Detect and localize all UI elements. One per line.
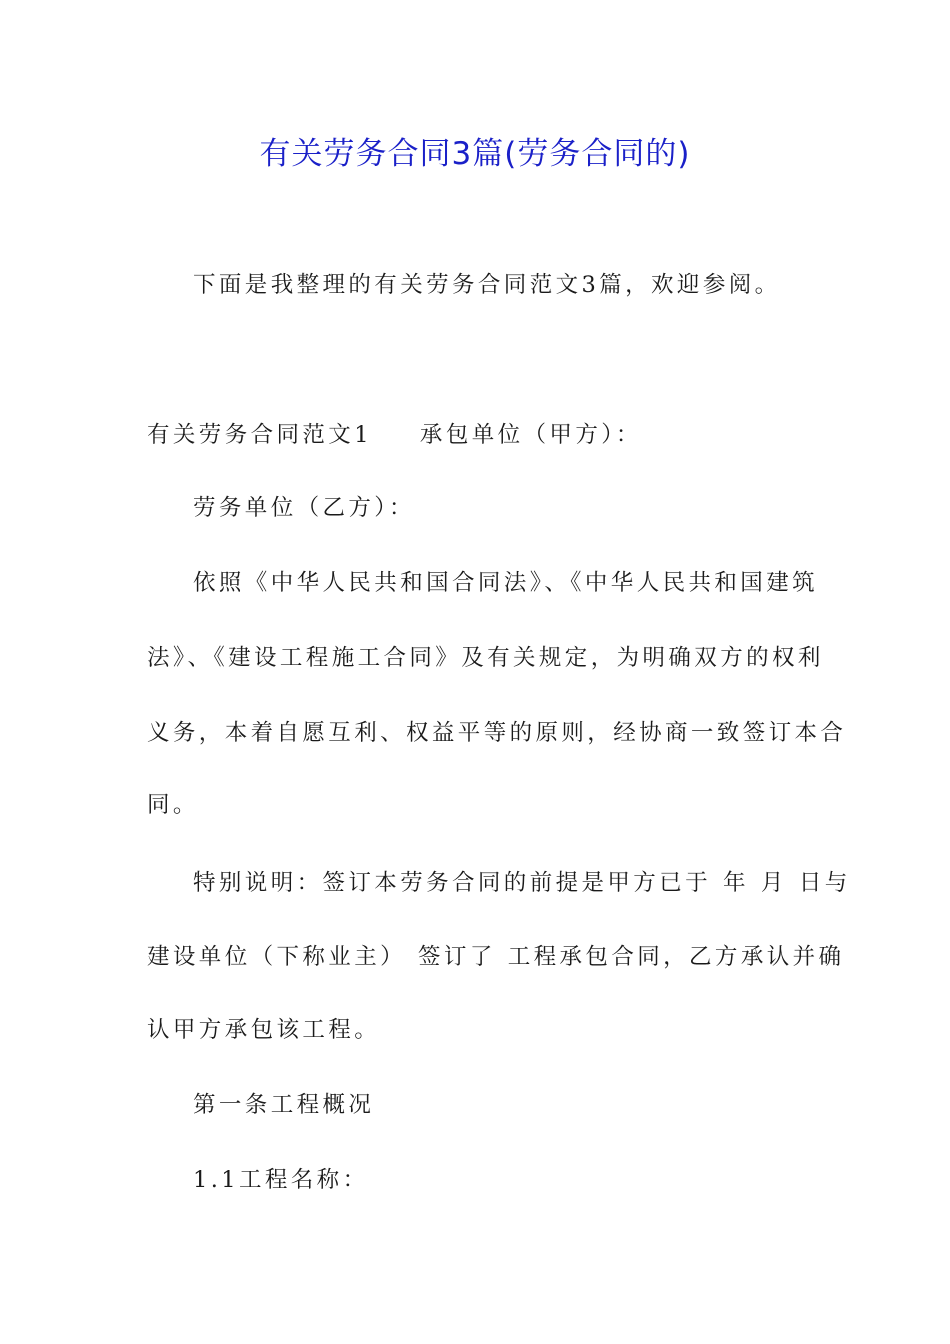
date-year: 年 bbox=[723, 870, 749, 896]
party-a-label: 承包单位（甲方）： bbox=[419, 422, 642, 448]
article-1-heading: 第一条工程概况 bbox=[193, 1092, 375, 1118]
para2-line-2 bbox=[147, 937, 845, 977]
item-1-1: 1.1工程名称： bbox=[193, 1167, 369, 1193]
intro-text: 下面是我整理的有关劳务合同范文3篇，欢迎参阅。 bbox=[193, 272, 781, 298]
para2-line2-lead: 建设单位（下称业主） bbox=[147, 944, 407, 970]
date-month: 月 bbox=[760, 870, 787, 896]
para1-line-4: 同。 bbox=[147, 792, 199, 818]
section-heading-line bbox=[147, 415, 807, 455]
para2-line2-mid: 签订了 bbox=[418, 944, 496, 970]
section-heading: 有关劳务合同范文1 bbox=[147, 422, 372, 448]
special-note-lead: 特别说明：签订本劳务合同的前提是甲方已于 bbox=[193, 870, 712, 896]
date-day: 日与 bbox=[798, 870, 851, 896]
document-title: 有关劳务合同3篇(劳务合同的) bbox=[259, 136, 691, 172]
para2-line2-tail: 工程承包合同，乙方承认并确 bbox=[507, 944, 845, 970]
para2-line-3: 认甲方承包该工程。 bbox=[147, 1017, 381, 1043]
para1-line-2: 法》、《建设工程施工合同》及有关规定，为明确双方的权利 bbox=[147, 645, 824, 671]
party-b-label: 劳务单位（乙方）： bbox=[193, 495, 415, 521]
para1-line-3: 义务，本着自愿互利、权益平等的原则，经协商一致签订本合 bbox=[147, 720, 847, 746]
para2-line-1 bbox=[193, 863, 853, 903]
para1-line-1: 依照《中华人民共和国合同法》、《中华人民共和国建筑 bbox=[193, 570, 819, 596]
